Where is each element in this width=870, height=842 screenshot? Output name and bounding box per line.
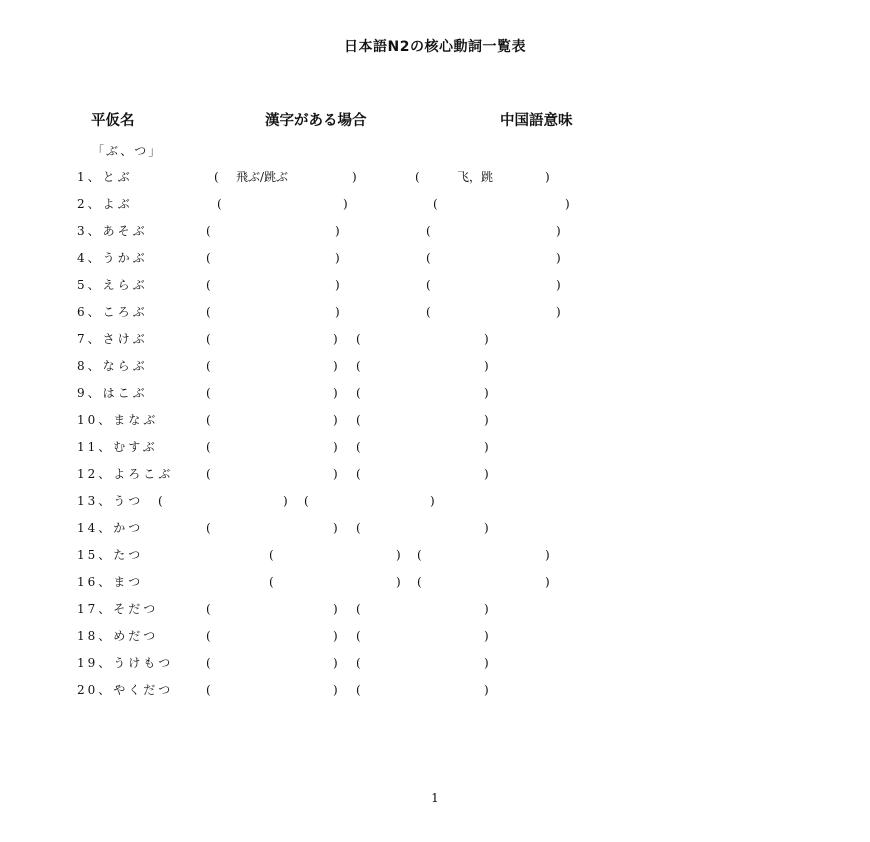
- kanji-close-paren: ): [333, 467, 338, 481]
- meaning-open-paren: (: [417, 548, 422, 562]
- verb-label: 15、たつ: [77, 548, 144, 562]
- kanji-open-paren: (: [206, 683, 211, 697]
- kanji-open-paren: (: [269, 548, 274, 562]
- meaning-close-paren: ): [484, 359, 489, 373]
- meaning-open-paren: (: [356, 386, 361, 400]
- kanji-open-paren: (: [206, 386, 211, 400]
- kanji-open-paren: (: [206, 467, 211, 481]
- kanji-open-paren: (: [206, 332, 211, 346]
- header-kanji: 漢字がある場合: [265, 113, 367, 129]
- meaning-close-paren: ): [484, 440, 489, 454]
- meaning-close-paren: ): [484, 629, 489, 643]
- verb-label: 14、かつ: [77, 521, 144, 535]
- kanji-close-paren: ): [333, 386, 338, 400]
- verb-label: 12、よろこぶ: [77, 467, 174, 481]
- meaning-open-paren: (: [356, 467, 361, 481]
- kanji-open-paren: (: [206, 251, 211, 265]
- kanji-open-paren: (: [206, 224, 211, 238]
- meaning-close-paren: ): [556, 278, 561, 292]
- kanji-open-paren: (: [206, 359, 211, 373]
- meaning-close-paren: ): [484, 656, 489, 670]
- meaning-answer: 飞，跳: [457, 170, 494, 184]
- meaning-open-paren: (: [356, 332, 361, 346]
- kanji-answer: 飛ぶ/跳ぶ: [236, 170, 289, 184]
- header-kana: 平仮名: [91, 113, 135, 129]
- verb-label: 16、まつ: [77, 575, 144, 589]
- meaning-open-paren: (: [433, 197, 438, 211]
- meaning-close-paren: ): [556, 251, 561, 265]
- kanji-close-paren: ): [335, 305, 340, 319]
- kanji-open-paren: (: [206, 656, 211, 670]
- verb-label: 18、めだつ: [77, 629, 159, 643]
- kanji-close-paren: ): [333, 440, 338, 454]
- kanji-close-paren: ): [333, 332, 338, 346]
- kanji-close-paren: ): [333, 521, 338, 535]
- kanji-open-paren: (: [206, 629, 211, 643]
- meaning-open-paren: (: [356, 683, 361, 697]
- meaning-open-paren: (: [426, 224, 431, 238]
- document-title: 日本語N2の核心動詞一覧表: [344, 39, 526, 55]
- meaning-open-paren: (: [426, 278, 431, 292]
- kanji-close-paren: ): [333, 629, 338, 643]
- kanji-open-paren: (: [217, 197, 222, 211]
- kanji-close-paren: ): [333, 602, 338, 616]
- kanji-open-paren: (: [206, 521, 211, 535]
- meaning-open-paren: (: [426, 305, 431, 319]
- verb-label: 5、えらぶ: [77, 278, 148, 292]
- meaning-close-paren: ): [545, 575, 550, 589]
- kanji-close-paren: ): [335, 251, 340, 265]
- meaning-open-paren: (: [415, 170, 420, 184]
- kanji-close-paren: ): [333, 359, 338, 373]
- kanji-open-paren: (: [206, 440, 211, 454]
- meaning-close-paren: ): [430, 494, 435, 508]
- verb-label: 6、ころぶ: [77, 305, 148, 319]
- meaning-close-paren: ): [484, 413, 489, 427]
- verb-label: 17、そだつ: [77, 602, 159, 616]
- kanji-close-paren: ): [333, 656, 338, 670]
- verb-label: 13、うつ: [77, 494, 144, 508]
- kanji-open-paren: (: [269, 575, 274, 589]
- meaning-close-paren: ): [484, 521, 489, 535]
- verb-label: 20、やくだつ: [77, 683, 174, 697]
- meaning-close-paren: ): [545, 548, 550, 562]
- meaning-open-paren: (: [356, 521, 361, 535]
- meaning-open-paren: (: [356, 440, 361, 454]
- group-label: 「ぶ、つ」: [92, 144, 163, 158]
- meaning-open-paren: (: [356, 413, 361, 427]
- kanji-close-paren: ): [333, 413, 338, 427]
- kanji-close-paren: ): [335, 278, 340, 292]
- meaning-close-paren: ): [484, 683, 489, 697]
- kanji-close-paren: ): [283, 494, 288, 508]
- kanji-open-paren: (: [206, 413, 211, 427]
- kanji-close-paren: ): [352, 170, 357, 184]
- verb-label: 3、あそぶ: [77, 224, 148, 238]
- kanji-close-paren: ): [396, 548, 401, 562]
- meaning-close-paren: ): [484, 602, 489, 616]
- meaning-open-paren: (: [356, 359, 361, 373]
- kanji-close-paren: ): [343, 197, 348, 211]
- verb-label: 11、むすぶ: [77, 440, 158, 454]
- kanji-open-paren: (: [214, 170, 219, 184]
- meaning-open-paren: (: [426, 251, 431, 265]
- meaning-close-paren: ): [484, 332, 489, 346]
- page-number: 1: [431, 791, 439, 805]
- kanji-open-paren: (: [206, 278, 211, 292]
- meaning-close-paren: ): [484, 386, 489, 400]
- kanji-open-paren: (: [206, 305, 211, 319]
- meaning-close-paren: ): [556, 305, 561, 319]
- meaning-open-paren: (: [304, 494, 309, 508]
- meaning-close-paren: ): [565, 197, 570, 211]
- kanji-close-paren: ): [396, 575, 401, 589]
- verb-label: 4、うかぶ: [77, 251, 148, 265]
- meaning-open-paren: (: [356, 656, 361, 670]
- header-meaning: 中国語意味: [500, 113, 573, 129]
- verb-label: 19、うけもつ: [77, 656, 174, 670]
- meaning-close-paren: ): [545, 170, 550, 184]
- kanji-open-paren: (: [158, 494, 163, 508]
- kanji-close-paren: ): [335, 224, 340, 238]
- meaning-close-paren: ): [484, 467, 489, 481]
- verb-label: 2、よぶ: [77, 197, 133, 211]
- meaning-open-paren: (: [417, 575, 422, 589]
- verb-label: 10、まなぶ: [77, 413, 159, 427]
- kanji-open-paren: (: [206, 602, 211, 616]
- meaning-open-paren: (: [356, 629, 361, 643]
- verb-label: 9、はこぶ: [77, 386, 148, 400]
- meaning-close-paren: ): [556, 224, 561, 238]
- verb-label: 8、ならぶ: [77, 359, 148, 373]
- verb-label: 1、とぶ: [77, 170, 133, 184]
- meaning-open-paren: (: [356, 602, 361, 616]
- kanji-close-paren: ): [333, 683, 338, 697]
- verb-label: 7、さけぶ: [77, 332, 148, 346]
